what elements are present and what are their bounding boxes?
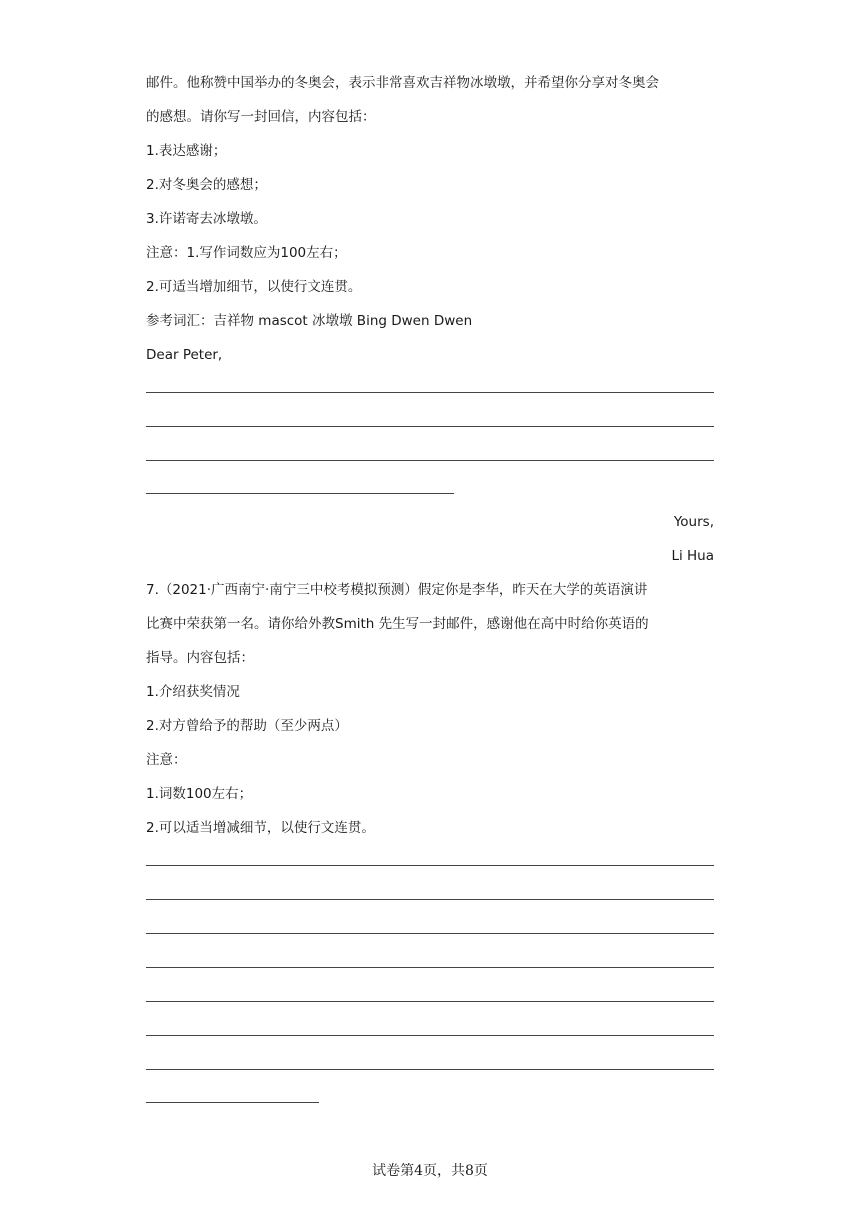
q6-point-1: 1.表达感谢； [146, 143, 227, 159]
page-footer: 试卷第4页，共8页 [372, 1163, 488, 1179]
q7-text-line: 比赛中荣获第一名。请你给外教Smith 先生写一封邮件，感谢他在高中时给你英语的 [146, 616, 649, 632]
answer-line [146, 1102, 319, 1103]
q7-point-1: 1.介绍获奖情况 [146, 684, 240, 700]
q6-vocabulary: 参考词汇：吉祥物 mascot 冰墩墩 Bing Dwen Dwen [146, 313, 473, 329]
q7-note-2: 2.可以适当增减细节，以使行文连贯。 [146, 820, 375, 836]
q6-point-3: 3.许诺寄去冰墩墩。 [146, 211, 267, 227]
answer-line [146, 1001, 714, 1002]
q7-note-1: 1.词数100左右； [146, 786, 253, 802]
answer-line [146, 1035, 714, 1036]
q6-note-2: 2.可适当增加细节，以使行文连贯。 [146, 279, 362, 295]
answer-line [146, 899, 714, 900]
q6-point-2: 2.对冬奥会的感想； [146, 177, 267, 193]
q6-signature: Li Hua [671, 548, 714, 564]
q6-closing: Yours, [673, 514, 714, 530]
answer-line [146, 967, 714, 968]
q6-salutation: Dear Peter, [146, 347, 223, 363]
answer-line [146, 933, 714, 934]
q7-text-line: 7.（2021·广西南宁·南宁三中校考模拟预测）假定你是李华，昨天在大学的英语演讲 [146, 582, 648, 598]
q6-text-line: 的感想。请你写一封回信，内容包括： [146, 109, 376, 125]
q6-note-1: 注意：1.写作词数应为100左右； [146, 245, 347, 261]
answer-line [146, 1069, 714, 1070]
answer-line [146, 426, 714, 427]
answer-line [146, 865, 714, 866]
q7-text-line: 指导。内容包括： [146, 650, 254, 666]
q6-text-line: 邮件。他称赞中国举办的冬奥会，表示非常喜欢吉祥物冰墩墩，并希望你分享对冬奥会 [146, 75, 659, 91]
answer-line [146, 493, 454, 494]
answer-line [146, 460, 714, 461]
answer-line [146, 392, 714, 393]
q7-point-2: 2.对方曾给予的帮助（至少两点） [146, 718, 348, 734]
q7-note-heading: 注意： [146, 752, 187, 768]
